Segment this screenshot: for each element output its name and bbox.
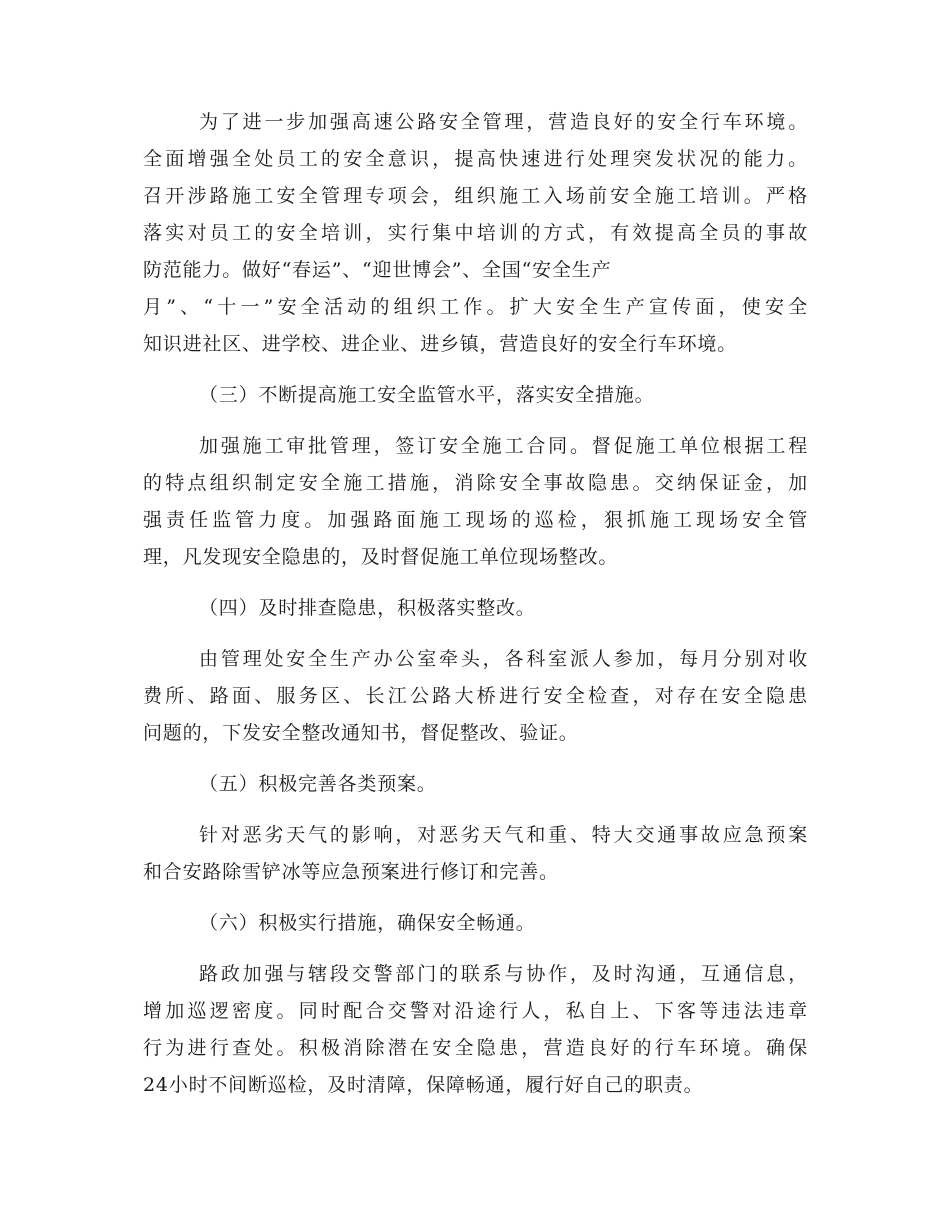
text-line: 理，凡发现安全隐患的，及时督促施工单位现场整改。 xyxy=(143,546,619,568)
section-heading-5 xyxy=(143,766,808,803)
text-line: 问题的，下发安全整改通知书，督促整改、验证。 xyxy=(143,722,579,744)
text-line: 由管理处安全生产办公室牵头，各科室派人参加，每月分别对收 xyxy=(199,648,808,670)
text-line: 的特点组织制定安全施工措施，消除安全事故隐患。交纳保证金，加 xyxy=(143,472,808,494)
paragraph-traffic-patrol xyxy=(143,956,808,1104)
text-line: 全面增强全处员工的安全意识，提高快速进行处理突发状况的能力。 xyxy=(143,148,808,170)
paragraph-emergency-plans xyxy=(143,817,808,891)
heading-line: （五）积极完善各类预案。 xyxy=(199,773,437,795)
text-line: 和合安路除雪铲冰等应急预案进行修订和完善。 xyxy=(143,861,559,883)
heading-line: （六）积极实行措施，确保安全畅通。 xyxy=(199,912,536,934)
text-line: 为了进一步加强高速公路安全管理，营造良好的安全行车环境。 xyxy=(199,111,808,133)
heading-line: （三）不断提高施工安全监管水平，落实安全措施。 xyxy=(199,384,655,406)
text-line: 知识进社区、进学校、进企业、进乡镇，营造良好的安全行车环境。 xyxy=(143,333,738,355)
text-line: 增加巡逻密度。同时配合交警对沿途行人，私自上、下客等违法违章 xyxy=(143,1000,808,1022)
text-line: 路政加强与辖段交警部门的联系与协作，及时沟通，互通信息， xyxy=(199,963,808,985)
text-line: 行为进行查处。积极消除潜在安全隐患，营造良好的行车环境。确保 xyxy=(143,1037,808,1059)
text-line: 24小时不间断巡检，及时清障，保障畅通，履行好自己的职责。 xyxy=(143,1074,704,1096)
section-heading-6 xyxy=(143,905,808,942)
section-heading-4 xyxy=(143,590,808,627)
paragraph-construction-supervision xyxy=(143,428,808,576)
paragraph-hazard-inspection xyxy=(143,641,808,752)
text-line: 防范能力。做好“春运”、“迎世博会”、全国“安全生产 xyxy=(143,259,612,281)
text-line: 月”、“十一”安全活动的组织工作。扩大安全生产宣传面，使安全 xyxy=(143,296,808,318)
text-line: 召开涉路施工安全管理专项会，组织施工入场前安全施工培训。严格 xyxy=(143,185,808,207)
text-line: 落实对员工的安全培训，实行集中培训的方式，有效提高全员的事故 xyxy=(143,222,808,244)
heading-line: （四）及时排查隐患，积极落实整改。 xyxy=(199,597,536,619)
text-line: 费所、路面、服务区、长江公路大桥进行安全检查，对存在安全隐患 xyxy=(143,685,808,707)
section-heading-3 xyxy=(143,377,808,414)
text-line: 针对恶劣天气的影响，对恶劣天气和重、特大交通事故应急预案 xyxy=(199,824,808,846)
text-line: 强责任监管力度。加强路面施工现场的巡检，狠抓施工现场安全管 xyxy=(143,509,808,531)
paragraph-safety-management xyxy=(143,104,808,363)
document-body xyxy=(143,104,808,1104)
text-line: 加强施工审批管理，签订安全施工合同。督促施工单位根据工程 xyxy=(199,435,808,457)
